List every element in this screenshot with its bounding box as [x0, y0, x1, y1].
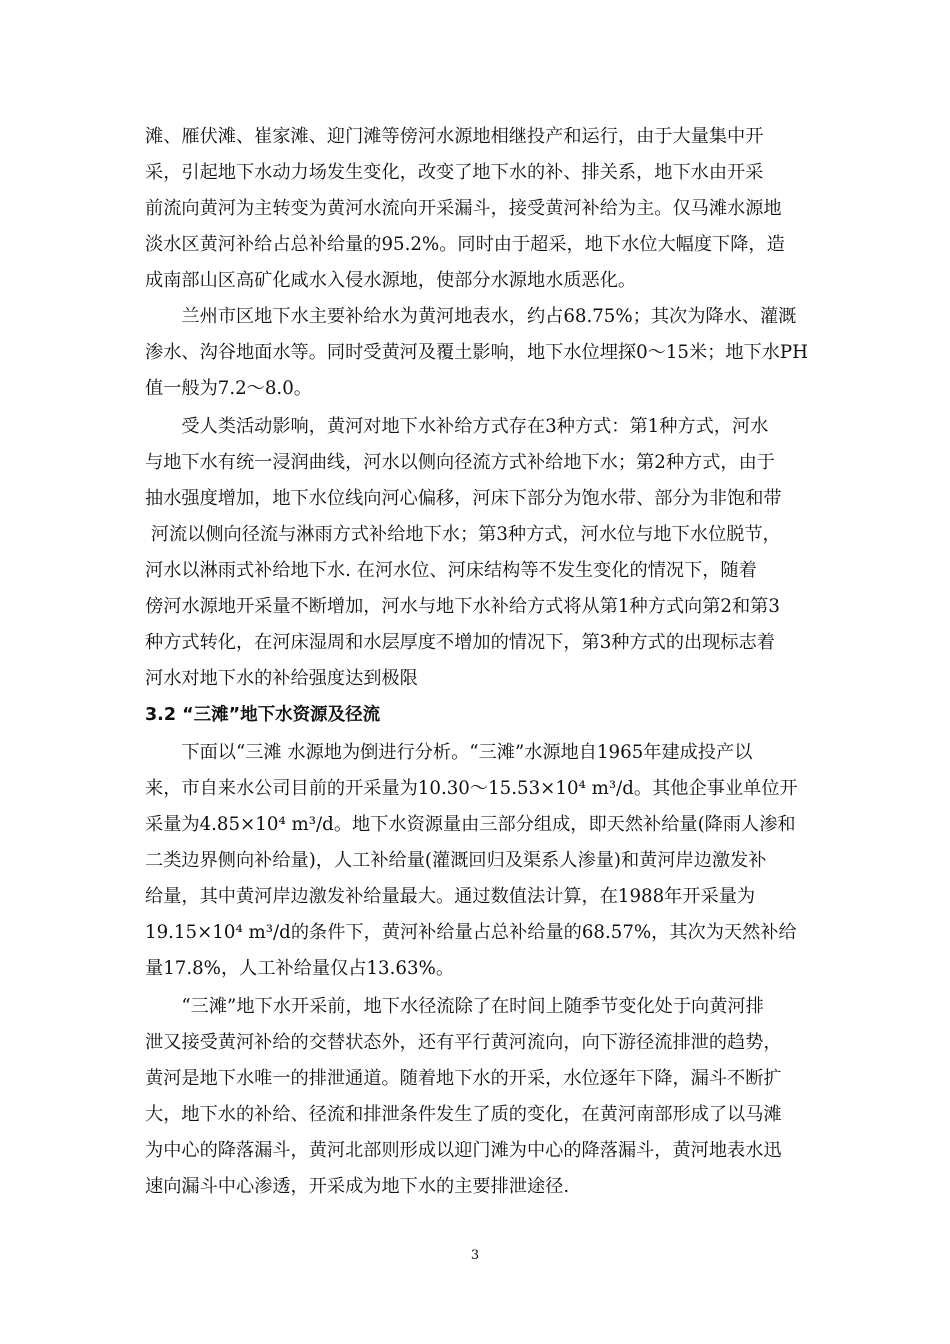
text-line: 二类边界侧向补给量)，人工补给量(灌溉回归及渠系人渗量)和黄河岸边激发补	[145, 850, 767, 871]
text-line: 大，地下水的补给、径流和排泄条件发生了质的变化，在黄河南部形成了以马滩	[145, 1104, 782, 1125]
text-line: 抽水强度增加，地下水位线向河心偏移，河床下部分为饱水带、部分为非饱和带	[145, 488, 782, 509]
text-line: 采，引起地下水动力场发生变化，改变了地下水的补、排关系，地下水由开采	[145, 162, 764, 183]
text-line: 19.15×10⁴ m³/d的条件下，黄河补给量占总补给量的68.57%，其次为天然补给	[145, 922, 797, 943]
text-line: 兰州市区地下水主要补给水为黄河地表水，约占68.75%；其次为降水、灌溉	[145, 306, 797, 327]
text-line: 河流以侧向径流与淋雨方式补给地下水；第3种方式，河水位与地下水位脱节，	[145, 524, 781, 545]
section-heading: 3.2 “三滩”地下水资源及径流	[145, 705, 381, 725]
text-line: 泄又接受黄河补给的交替状态外，还有平行黄河流向，向下游径流排泄的趋势，	[145, 1032, 782, 1053]
text-line: 渗水、沟谷地面水等。同时受黄河及覆土影响，地下水位埋探0～15米；地下水PH	[145, 342, 809, 363]
text-line: “三滩”地下水开采前，地下水径流除了在时间上随季节变化处于向黄河排	[145, 996, 764, 1017]
text-line: 滩、雁伏滩、崔家滩、迎门滩等傍河水源地相继投产和运行，由于大量集中开	[145, 126, 764, 147]
text-line: 为中心的降落漏斗，黄河北部则形成以迎门滩为中心的降落漏斗，黄河地表水迅	[145, 1140, 782, 1161]
text-line: 来，市自来水公司目前的开采量为10.30～15.53×10⁴ m³/d。其他企事业单位开	[145, 778, 798, 799]
text-line: 给量，其中黄河岸边激发补给量最大。通过数值法计算，在1988年开采量为	[145, 886, 756, 907]
text-line: 与地下水有统一浸润曲线，河水以侧向径流方式补给地下水；第2种方式，由于	[145, 452, 775, 473]
text-line: 种方式转化，在河床湿周和水层厚度不增加的情况下，第3种方式的出现标志着	[145, 632, 775, 653]
text-line: 河水对地下水的补给强度达到极限	[145, 668, 418, 689]
text-line: 黄河是地下水唯一的排泄通道。随着地下水的开采，水位逐年下降，漏斗不断扩	[145, 1068, 782, 1089]
text-line: 淡水区黄河补给占总补给量的95.2%。同时由于超采，地下水位大幅度下降，造	[145, 234, 785, 255]
text-line: 河水以淋雨式补给地下水. 在河水位、河床结构等不发生变化的情况下，随着	[145, 560, 757, 581]
text-line: 下面以“三滩 水源地为倒进行分析。“三滩”水源地自1965年建成投产以	[145, 742, 753, 763]
text-line: 傍河水源地开采量不断增加，河水与地下水补给方式将从第1种方式向第2和第3	[145, 596, 780, 617]
page-number: 3	[470, 1248, 480, 1263]
text-line: 受人类活动影响，黄河对地下水补给方式存在3种方式：第1种方式，河水	[145, 416, 769, 437]
text-line: 采量为4.85×10⁴ m³/d。地下水资源量由三部分组成，即天然补给量(降雨人渗和	[145, 814, 796, 835]
text-line: 速向漏斗中心渗透，开采成为地下水的主要排泄途径.	[145, 1176, 570, 1197]
text-line: 前流向黄河为主转变为黄河水流向开采漏斗，接受黄河补给为主。仅马滩水源地	[145, 198, 782, 219]
text-line: 值一般为7.2～8.0。	[145, 378, 312, 399]
text-line: 量17.8%，人工补给量仅占13.63%。	[145, 958, 455, 979]
text-line: 成南部山区高矿化咸水入侵水源地，使部分水源地水质恶化。	[145, 270, 637, 291]
